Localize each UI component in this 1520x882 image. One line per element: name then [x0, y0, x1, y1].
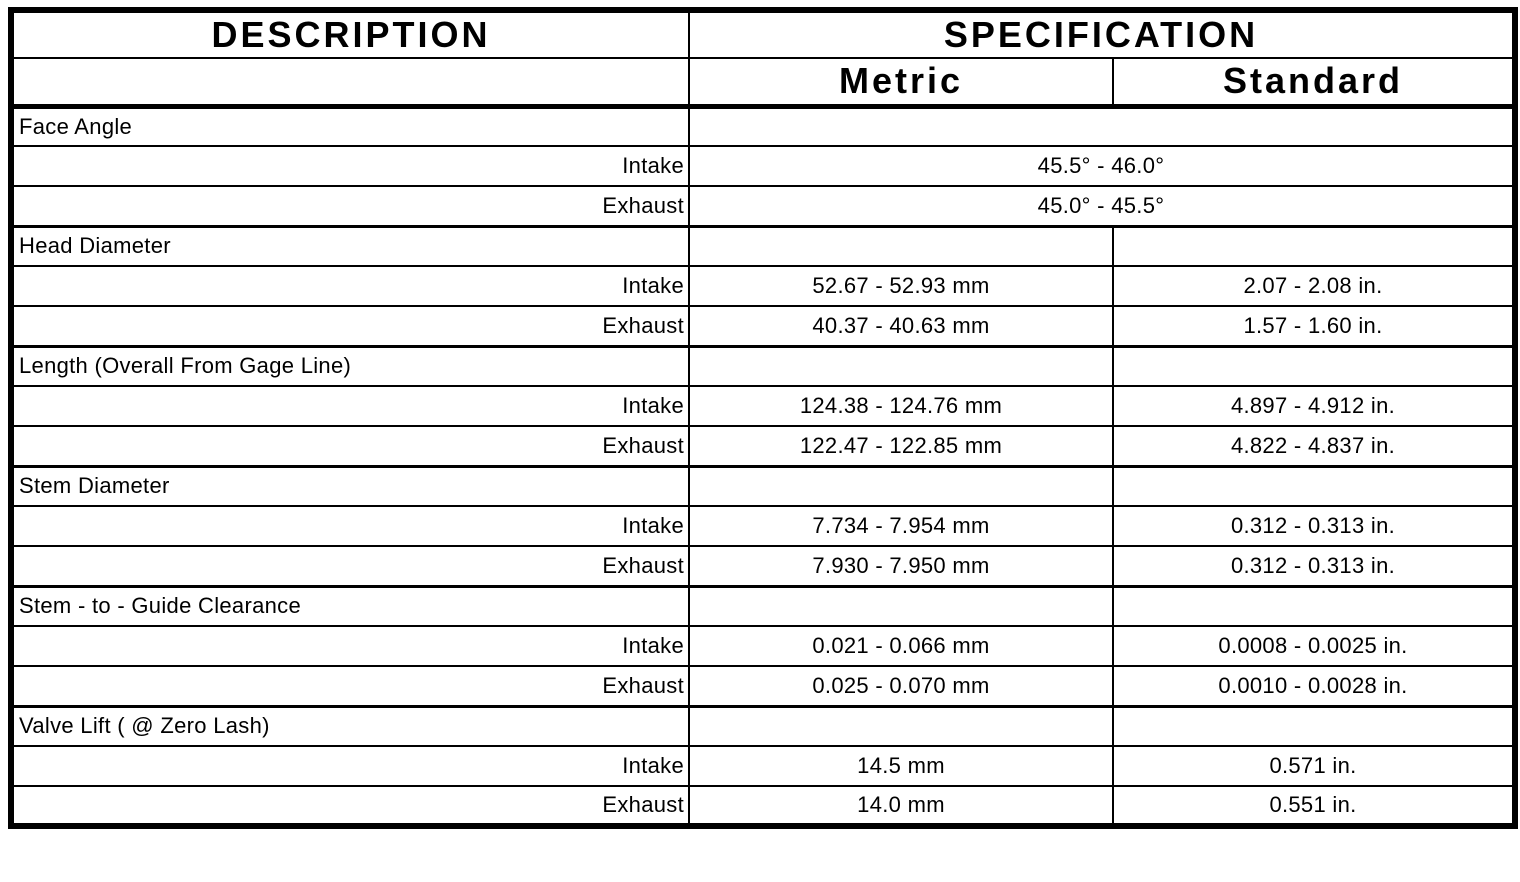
head-diameter-category-row: [11, 226, 1515, 266]
head-diameter-exhaust-row: [11, 306, 1515, 346]
stem-to-guide-clearance-category-row: [11, 586, 1515, 626]
row-label: Exhaust: [11, 306, 689, 346]
empty-spec-cell: [689, 106, 1515, 146]
empty-standard-cell: [1113, 706, 1515, 746]
row-label: Exhaust: [11, 786, 689, 826]
stem-diameter-category-row: [11, 466, 1515, 506]
row-label: Intake: [11, 506, 689, 546]
empty-metric-cell: [689, 346, 1113, 386]
stem-to-guide-clearance-intake-row: [11, 626, 1515, 666]
category-label: Length (Overall From Gage Line): [11, 346, 689, 386]
empty-metric-cell: [689, 706, 1113, 746]
metric-value: 40.37 - 40.63 mm: [689, 306, 1113, 346]
face-angle-exhaust-row: [11, 186, 1515, 226]
row-label: Intake: [11, 386, 689, 426]
metric-value: 52.67 - 52.93 mm: [689, 266, 1113, 306]
spec-value: 45.5° - 46.0°: [689, 146, 1515, 186]
empty-metric-cell: [689, 466, 1113, 506]
length-category-row: [11, 346, 1515, 386]
metric-value: 124.38 - 124.76 mm: [689, 386, 1113, 426]
metric-value: 0.021 - 0.066 mm: [689, 626, 1113, 666]
valve-lift-category-row: [11, 706, 1515, 746]
metric-value: 14.0 mm: [689, 786, 1113, 826]
standard-value: 0.312 - 0.313 in.: [1113, 506, 1515, 546]
metric-value: 14.5 mm: [689, 746, 1113, 786]
standard-value: 0.0008 - 0.0025 in.: [1113, 626, 1515, 666]
row-label: Intake: [11, 146, 689, 186]
category-label: Face Angle: [11, 106, 689, 146]
empty-standard-cell: [1113, 226, 1515, 266]
empty-standard-cell: [1113, 466, 1515, 506]
standard-value: 4.897 - 4.912 in.: [1113, 386, 1515, 426]
description-header: DESCRIPTION: [11, 10, 689, 58]
category-label: Stem - to - Guide Clearance: [11, 586, 689, 626]
face-angle-category-row: [11, 106, 1515, 146]
row-label: Exhaust: [11, 426, 689, 466]
standard-value: 0.0010 - 0.0028 in.: [1113, 666, 1515, 706]
face-angle-intake-row: [11, 146, 1515, 186]
valve-specification-table: [8, 7, 1518, 829]
standard-header: Standard: [1113, 58, 1515, 106]
category-label: Stem Diameter: [11, 466, 689, 506]
stem-diameter-exhaust-row: [11, 546, 1515, 586]
stem-to-guide-clearance-exhaust-row: [11, 666, 1515, 706]
stem-diameter-intake-row: [11, 506, 1515, 546]
metric-value: 7.734 - 7.954 mm: [689, 506, 1113, 546]
standard-value: 0.571 in.: [1113, 746, 1515, 786]
length-exhaust-row: [11, 426, 1515, 466]
main-header-row: [11, 10, 1515, 58]
specification-header: SPECIFICATION: [689, 10, 1515, 58]
row-label: Intake: [11, 626, 689, 666]
unit-header-row: [11, 58, 1515, 106]
row-label: Exhaust: [11, 546, 689, 586]
metric-value: 0.025 - 0.070 mm: [689, 666, 1113, 706]
standard-value: 2.07 - 2.08 in.: [1113, 266, 1515, 306]
empty-standard-cell: [1113, 346, 1515, 386]
row-label: Intake: [11, 266, 689, 306]
metric-value: 122.47 - 122.85 mm: [689, 426, 1113, 466]
empty-metric-cell: [689, 586, 1113, 626]
metric-header: Metric: [689, 58, 1113, 106]
row-label: Intake: [11, 746, 689, 786]
row-label: Exhaust: [11, 186, 689, 226]
valve-lift-exhaust-row: [11, 786, 1515, 826]
empty-metric-cell: [689, 226, 1113, 266]
category-label: Head Diameter: [11, 226, 689, 266]
valve-lift-intake-row: [11, 746, 1515, 786]
standard-value: 1.57 - 1.60 in.: [1113, 306, 1515, 346]
row-label: Exhaust: [11, 666, 689, 706]
spec-value: 45.0° - 45.5°: [689, 186, 1515, 226]
standard-value: 0.312 - 0.313 in.: [1113, 546, 1515, 586]
description-subheader-empty-cell: [11, 58, 689, 106]
standard-value: 4.822 - 4.837 in.: [1113, 426, 1515, 466]
empty-standard-cell: [1113, 586, 1515, 626]
standard-value: 0.551 in.: [1113, 786, 1515, 826]
head-diameter-intake-row: [11, 266, 1515, 306]
length-intake-row: [11, 386, 1515, 426]
category-label: Valve Lift ( @ Zero Lash): [11, 706, 689, 746]
metric-value: 7.930 - 7.950 mm: [689, 546, 1113, 586]
